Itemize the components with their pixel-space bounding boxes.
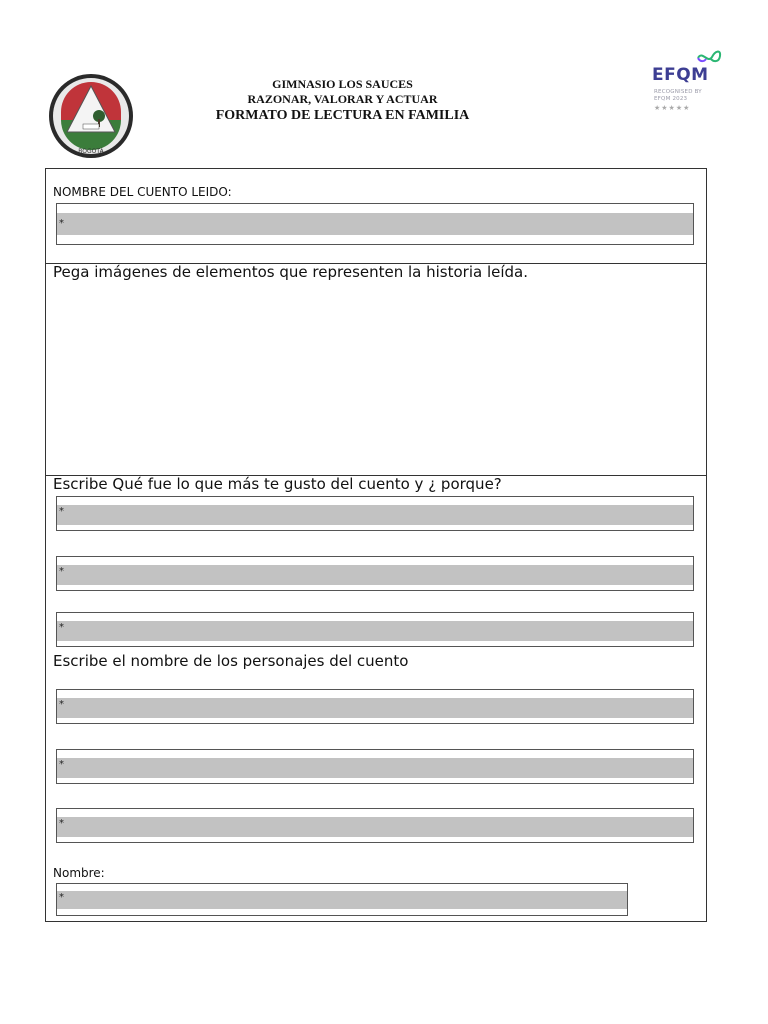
liked-answer-field-2[interactable] (56, 556, 694, 591)
liked-answer-field-3[interactable] (56, 612, 694, 647)
student-name-label: Nombre: (53, 866, 105, 880)
field-marker: * (59, 699, 64, 710)
student-name-field[interactable] (56, 883, 628, 916)
story-name-label: NOMBRE DEL CUENTO LEIDO: (53, 185, 232, 199)
images-paste-area[interactable] (46, 283, 706, 473)
character-field-2[interactable] (56, 749, 694, 784)
efqm-stars: ★★★★★ (654, 104, 691, 112)
crest-bottom-text: BOGOTÁ (78, 148, 104, 155)
field-marker: * (59, 622, 64, 633)
character-field-1[interactable] (56, 689, 694, 724)
school-crest-logo (47, 72, 135, 160)
story-name-field[interactable] (56, 203, 694, 245)
school-motto: RAZONAR, VALORAR Y ACTUAR (247, 92, 438, 106)
reading-form (45, 168, 707, 922)
field-marker: * (59, 892, 64, 903)
efqm-wordmark: EFQM (652, 65, 709, 85)
liked-answer-field-1[interactable] (56, 496, 694, 531)
efqm-year: EFQM 2023 (654, 96, 688, 102)
field-marker: * (59, 566, 64, 577)
images-label: Pega imágenes de elementos que representen la historia leída. (53, 263, 529, 281)
form-title: FORMATO DE LECTURA EN FAMILIA (215, 108, 470, 123)
efqm-recognised: RECOGNISED BY (654, 89, 702, 95)
field-marker: * (59, 218, 64, 229)
character-field-3[interactable] (56, 808, 694, 843)
school-name: GIMNASIO LOS SAUCES (272, 77, 413, 91)
liked-label: Escribe Qué fue lo que más te gusto del cuento y ¿ porque? (53, 475, 502, 493)
field-marker: * (59, 818, 64, 829)
characters-label: Escribe el nombre de los personajes del cuento (53, 652, 409, 670)
field-marker: * (59, 506, 64, 517)
efqm-logo (650, 46, 726, 116)
document-header (190, 77, 495, 124)
field-marker: * (59, 759, 64, 770)
